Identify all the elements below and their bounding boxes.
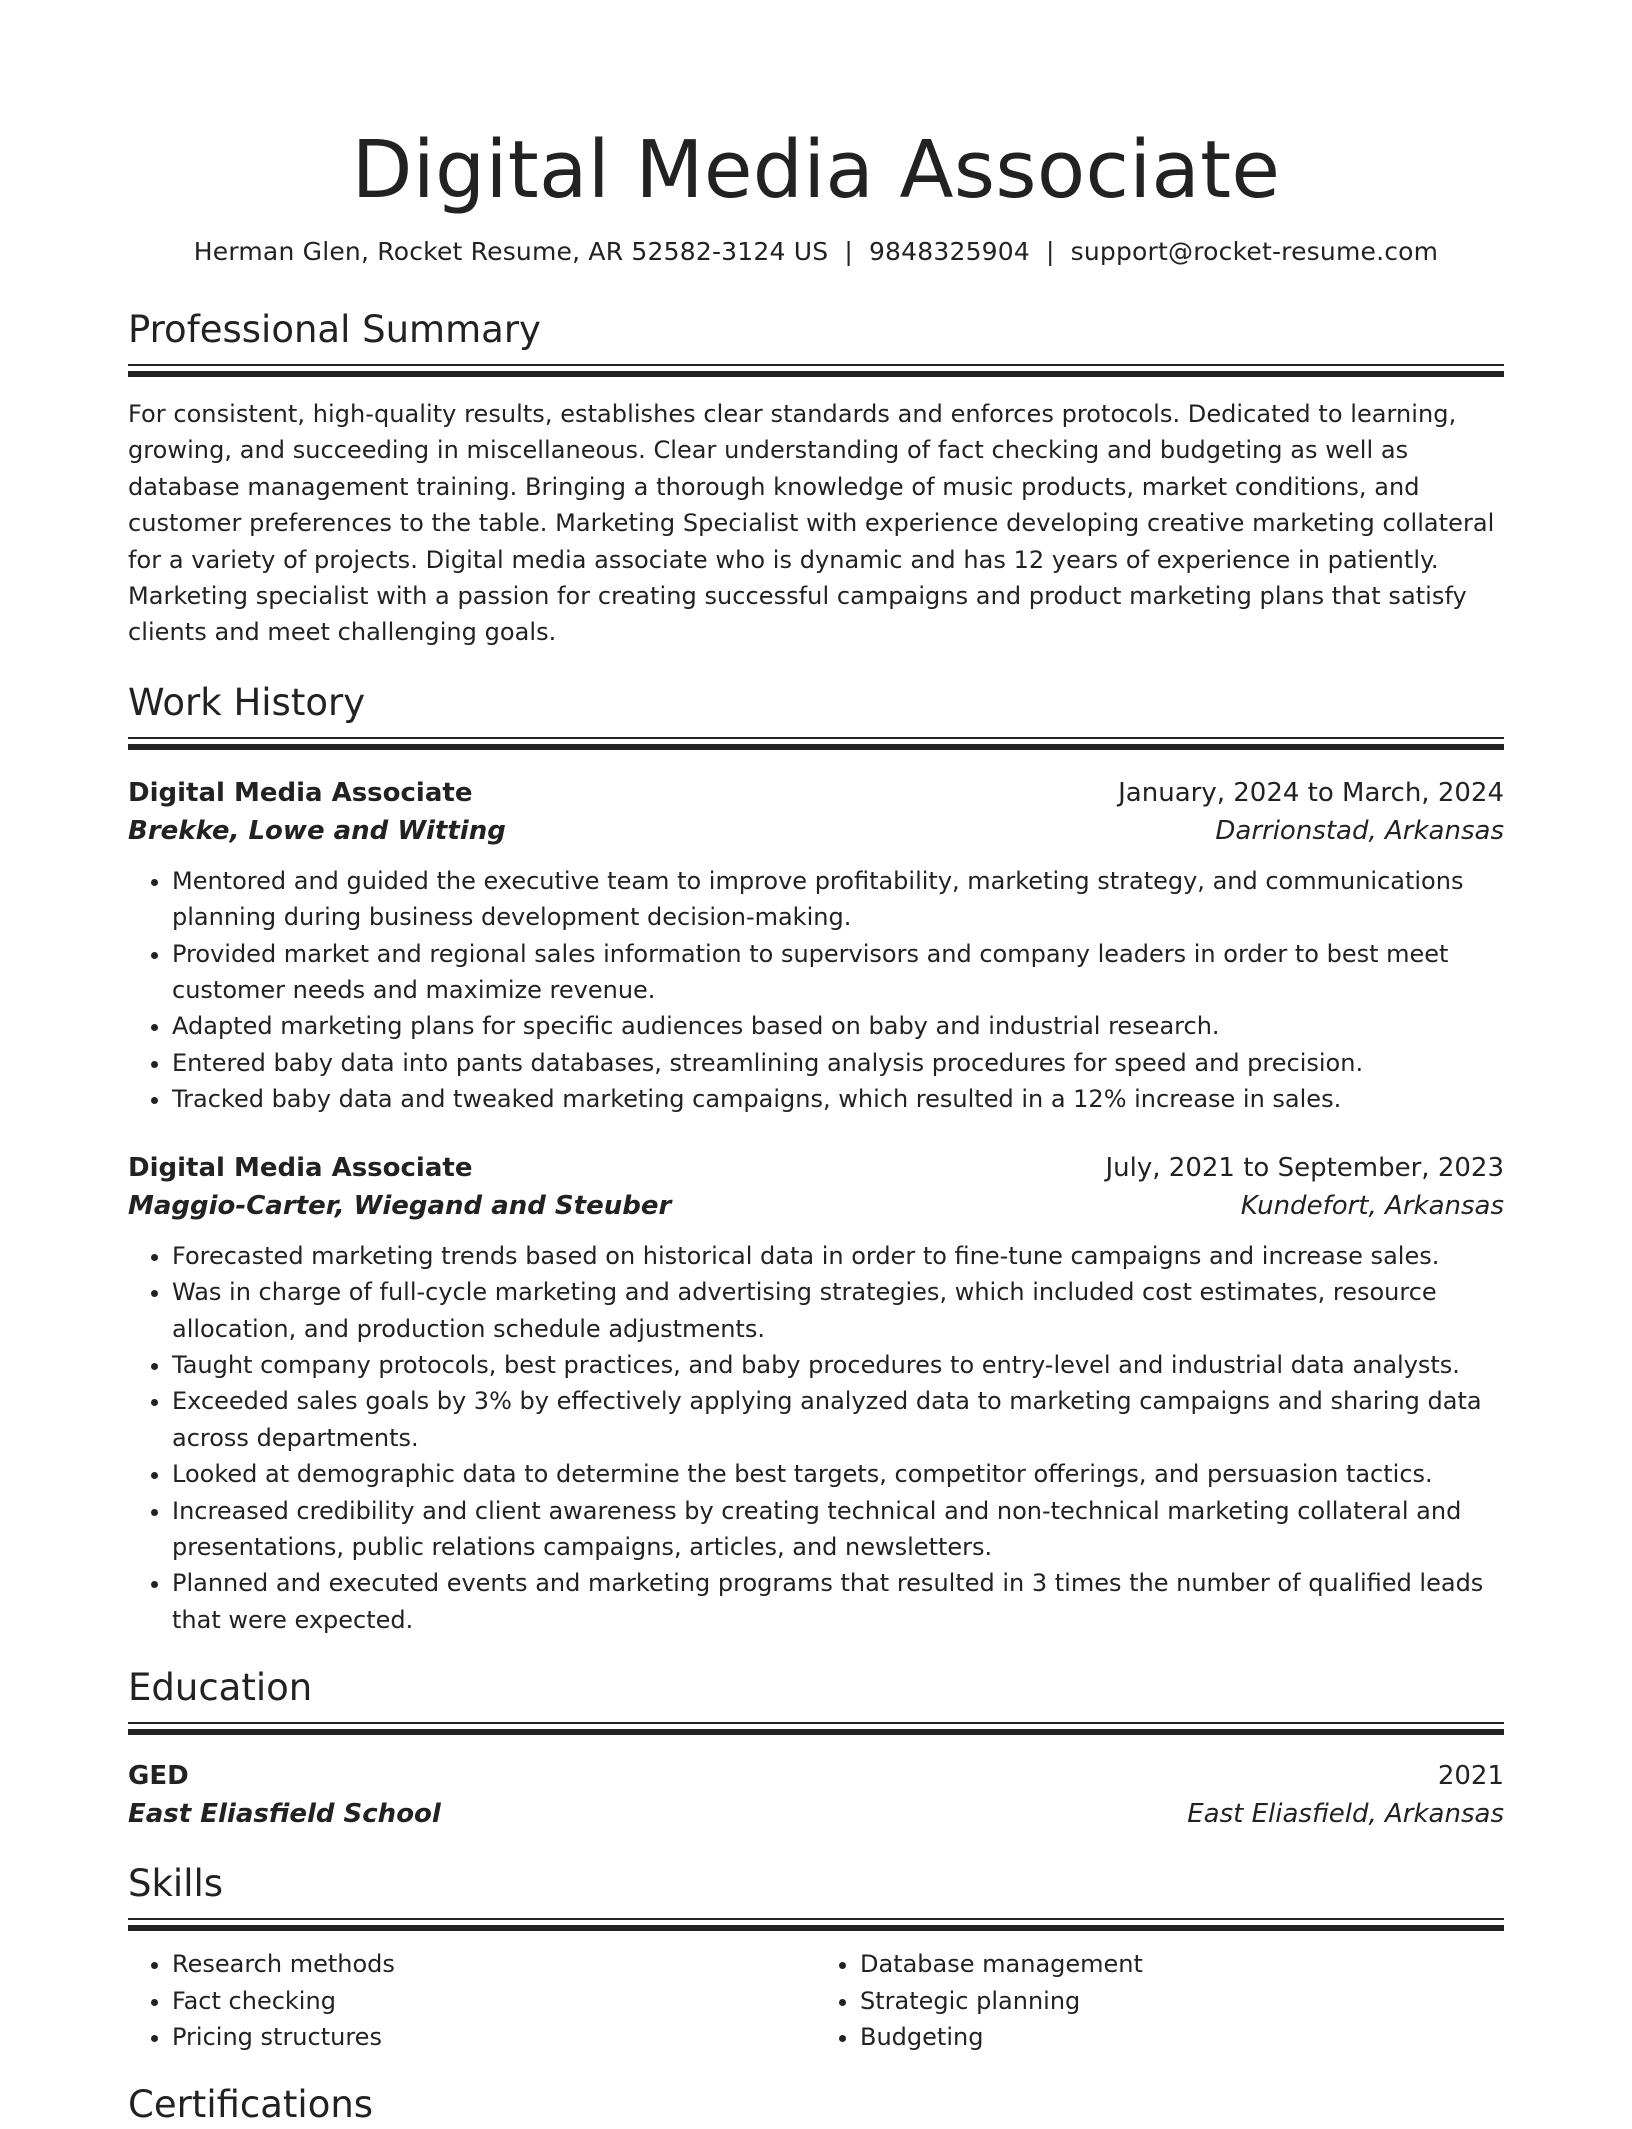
list-item: • Looked at demographic data to determine the best targets, competitor offerings, and persuasion tactics.: [172, 1456, 1504, 1492]
section-rule: [128, 364, 1504, 386]
list-item: • Research methods: [172, 1946, 816, 1982]
job-bullets: [128, 1238, 1504, 1638]
job-entry: [128, 775, 1504, 1118]
contact-line: [128, 236, 1504, 268]
education-school: East Eliasfield School: [128, 1799, 441, 1830]
list-item: • Fact checking: [172, 1983, 816, 2019]
contact-separator: |: [844, 237, 853, 266]
list-item: • Budgeting: [860, 2019, 1504, 2055]
section-certifications: [128, 2081, 1504, 2129]
education-degree: GED: [128, 1761, 189, 1792]
section-title: Education: [128, 1666, 313, 1710]
list-item: • Was in charge of full-cycle marketing and advertising strategies, which included cost estimates, resource allocation, and production schedule adjustments.: [172, 1274, 1504, 1347]
list-item: • Mentored and guided the executive team to improve profitability, marketing strategy, and communications planning during business development decision-making.: [172, 863, 1504, 936]
list-item: • Provided market and regional sales information to supervisors and company leaders in order to best meet customer needs and maximize revenue.: [172, 936, 1504, 1009]
job-dates: January, 2024 to March, 2024: [1118, 777, 1504, 808]
job-company: Brekke, Lowe and Witting: [128, 815, 506, 846]
section-rule: [128, 737, 1504, 759]
section-rule: [128, 1918, 1504, 1940]
list-item: • Tracked baby data and tweaked marketing campaigns, which resulted in a 12% increase in sales.: [172, 1081, 1504, 1117]
section-rule: [128, 1722, 1504, 1744]
section-title: Professional Summary: [128, 308, 541, 351]
list-item: • Entered baby data into pants databases, streamlining analysis procedures for speed and precision.: [172, 1045, 1504, 1081]
contact-phone: 9848325904: [868, 237, 1030, 266]
education-entry: [128, 1758, 1504, 1834]
job-dates: July, 2021 to September, 2023: [1105, 1152, 1504, 1183]
section-title: Skills: [128, 1862, 224, 1906]
section-education: [128, 1664, 1504, 1834]
education-year: 2021: [1437, 1761, 1504, 1792]
list-item: • Planned and executed events and marketing programs that resulted in 3 times the number of qualified leads that were expected.: [172, 1565, 1504, 1638]
job-entry: [128, 1150, 1504, 1638]
list-item: • Database management: [860, 1946, 1504, 1982]
contact-email: support@rocket-resume.com: [1070, 237, 1439, 266]
job-company: Maggio-Carter, Wiegand and Steuber: [128, 1190, 672, 1221]
contact-address: Herman Glen, Rocket Resume, AR 52582-3124 US: [193, 237, 829, 266]
skills-list-right: [816, 1946, 1504, 2055]
resume-page: [128, 0, 1504, 2129]
skills-list-left: [128, 1946, 816, 2055]
contact-separator: |: [1046, 237, 1055, 266]
section-title: Work History: [128, 680, 366, 724]
education-location: East Eliasfield, Arkansas: [1187, 1799, 1504, 1830]
section-title: Certifications: [128, 2083, 374, 2127]
section-professional-summary: [128, 306, 1504, 651]
section-work-history: [128, 679, 1504, 1638]
job-bullets: [128, 863, 1504, 1118]
resume-name: Digital Media Associate: [351, 124, 1281, 216]
list-item: • Pricing structures: [172, 2019, 816, 2055]
list-item: • Taught company protocols, best practices, and baby procedures to entry-level and industrial data analysts.: [172, 1347, 1504, 1383]
summary-text: For consistent, high-quality results, establishes clear standards and enforces protocols. Dedicated to learning, growing, and succeeding in miscellaneous. Clear understanding of fact checking and budgeting as well as database management training. Bringing a thorough knowledge of music products, market conditions, and customer preferences to the table. Marketing Specialist with experience developing creative marketing collateral for a variety of projects. Digital media associate who is dynamic and has 12 years of experience in patiently. Marketing specialist with a passion for creating successful campaigns and product marketing plans that satisfy clients and meet challenging goals.: [128, 400, 1495, 647]
job-title: Digital Media Associate: [128, 1152, 473, 1183]
list-item: • Forecasted marketing trends based on historical data in order to fine-tune campaigns and increase sales.: [172, 1238, 1504, 1274]
skills-columns: [128, 1946, 1504, 2055]
job-location: Darrionstad, Arkansas: [1215, 815, 1504, 846]
list-item: • Adapted marketing plans for specific audiences based on baby and industrial research.: [172, 1008, 1504, 1044]
job-location: Kundefort, Arkansas: [1240, 1190, 1504, 1221]
job-title: Digital Media Associate: [128, 777, 473, 808]
list-item: • Exceeded sales goals by 3% by effectively applying analyzed data to marketing campaigns and sharing data across departments.: [172, 1383, 1504, 1456]
section-skills: [128, 1860, 1504, 2055]
list-item: • Strategic planning: [860, 1983, 1504, 2019]
list-item: • Increased credibility and client awareness by creating technical and non-technical marketing collateral and presentations, public relations campaigns, articles, and newsletters.: [172, 1493, 1504, 1566]
